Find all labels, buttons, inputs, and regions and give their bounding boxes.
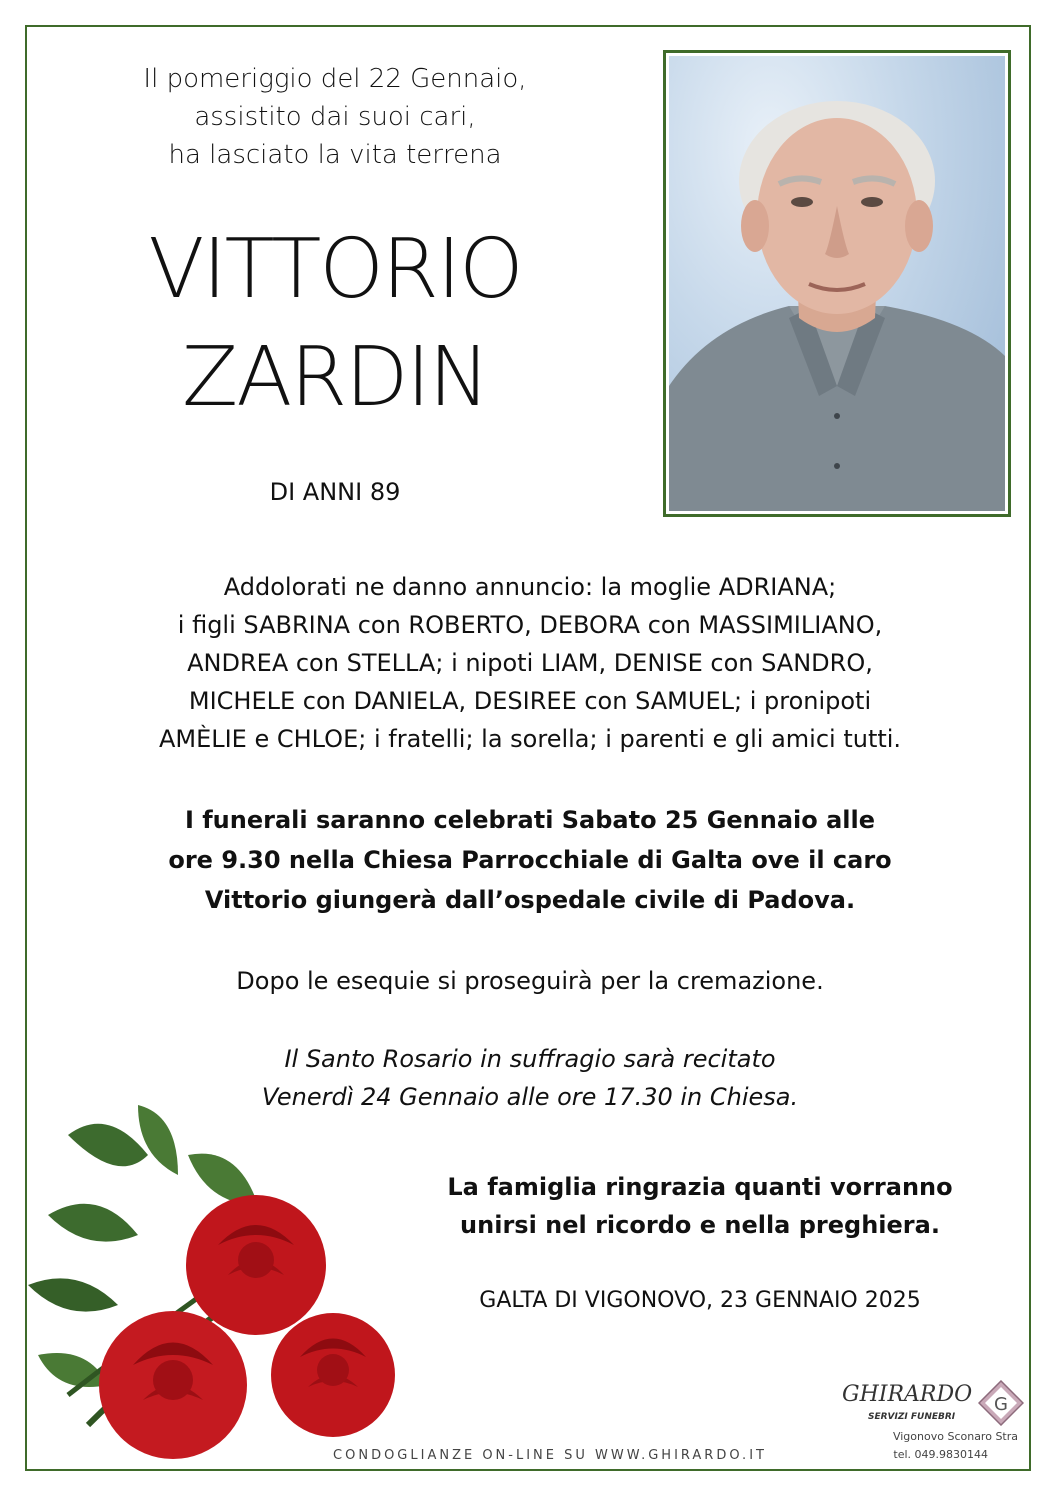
agency-phone: tel. 049.9830144 [893, 1448, 988, 1461]
agency-subtitle: SERVIZI FUNEBRI [868, 1412, 956, 1422]
rose-right [271, 1313, 395, 1437]
announcement-line: MICHELE con DANIELA, DESIREE con SAMUEL; i pronipoti [188, 687, 872, 715]
announcement-line: Addolorati ne danno annuncio: la moglie ADRIANA; [223, 573, 837, 601]
funeral-line: ore 9.30 nella Chiesa Parrocchiale di Galta ove il caro [168, 846, 892, 874]
thanks-line: unirsi nel ricordo e nella preghiera. [460, 1211, 940, 1239]
rose-top [186, 1195, 326, 1335]
announcement-line: ANDREA con STELLA; i nipoti LIAM, DENISE con SANDRO, [187, 649, 873, 677]
intro-line: Il pomeriggio del 22 Gennaio, [143, 64, 527, 94]
agency-mark-letter: G [994, 1394, 1008, 1415]
intro-line: ha lasciato la vita terrena [168, 140, 502, 170]
intro-text [95, 60, 575, 174]
announcement-line: AMÈLIE e CHLOE; i fratelli; la sorella; i parenti e gli amici tutti. [158, 725, 902, 753]
funeral-details [80, 800, 980, 920]
rose-left [99, 1311, 247, 1459]
agency-name: GHIRARDO [842, 1382, 973, 1407]
agency-towns: Vigonovo Sconaro Stra [892, 1430, 1018, 1443]
roses-icon [28, 1095, 428, 1467]
deceased-first-name: VITTORIO [148, 222, 522, 317]
funeral-line: I funerali saranno celebrati Sabato 25 Gennaio alle [184, 806, 876, 834]
thanks-line: La famiglia ringrazia quanti vorranno [447, 1173, 953, 1201]
portrait-photo [663, 50, 1011, 517]
cremation-note: Dopo le esequie si proseguirà per la cremazione. [236, 967, 824, 995]
condolences-link[interactable]: CONDOGLIANZE ON-LINE SU WWW.GHIRARDO.IT [333, 1448, 767, 1463]
portrait-illustration [669, 56, 1005, 511]
place-date: GALTA DI VIGONOVO, 23 GENNAIO 2025 [479, 1288, 921, 1313]
agency-mark-icon [978, 1380, 1024, 1426]
portrait-image [669, 56, 1005, 511]
funeral-line: Vittorio giungerà dall’ospedale civile di Padova. [204, 886, 856, 914]
deceased-age: DI ANNI 89 [269, 478, 401, 506]
intro-line: assistito dai suoi cari, [194, 102, 476, 132]
roses-decoration [28, 1095, 428, 1467]
announcement-text [80, 568, 980, 758]
deceased-last-name: ZARDIN [182, 330, 488, 425]
family-thanks [420, 1168, 980, 1244]
rosary-line: Venerdì 24 Gennaio alle ore 17.30 in Chiesa. [261, 1083, 799, 1111]
agency-logo [830, 1378, 1030, 1468]
announcement-line: i figli SABRINA con ROBERTO, DEBORA con MASSIMILIANO, [177, 611, 883, 639]
rosary-line: Il Santo Rosario in suffragio sarà recitato [284, 1045, 776, 1073]
